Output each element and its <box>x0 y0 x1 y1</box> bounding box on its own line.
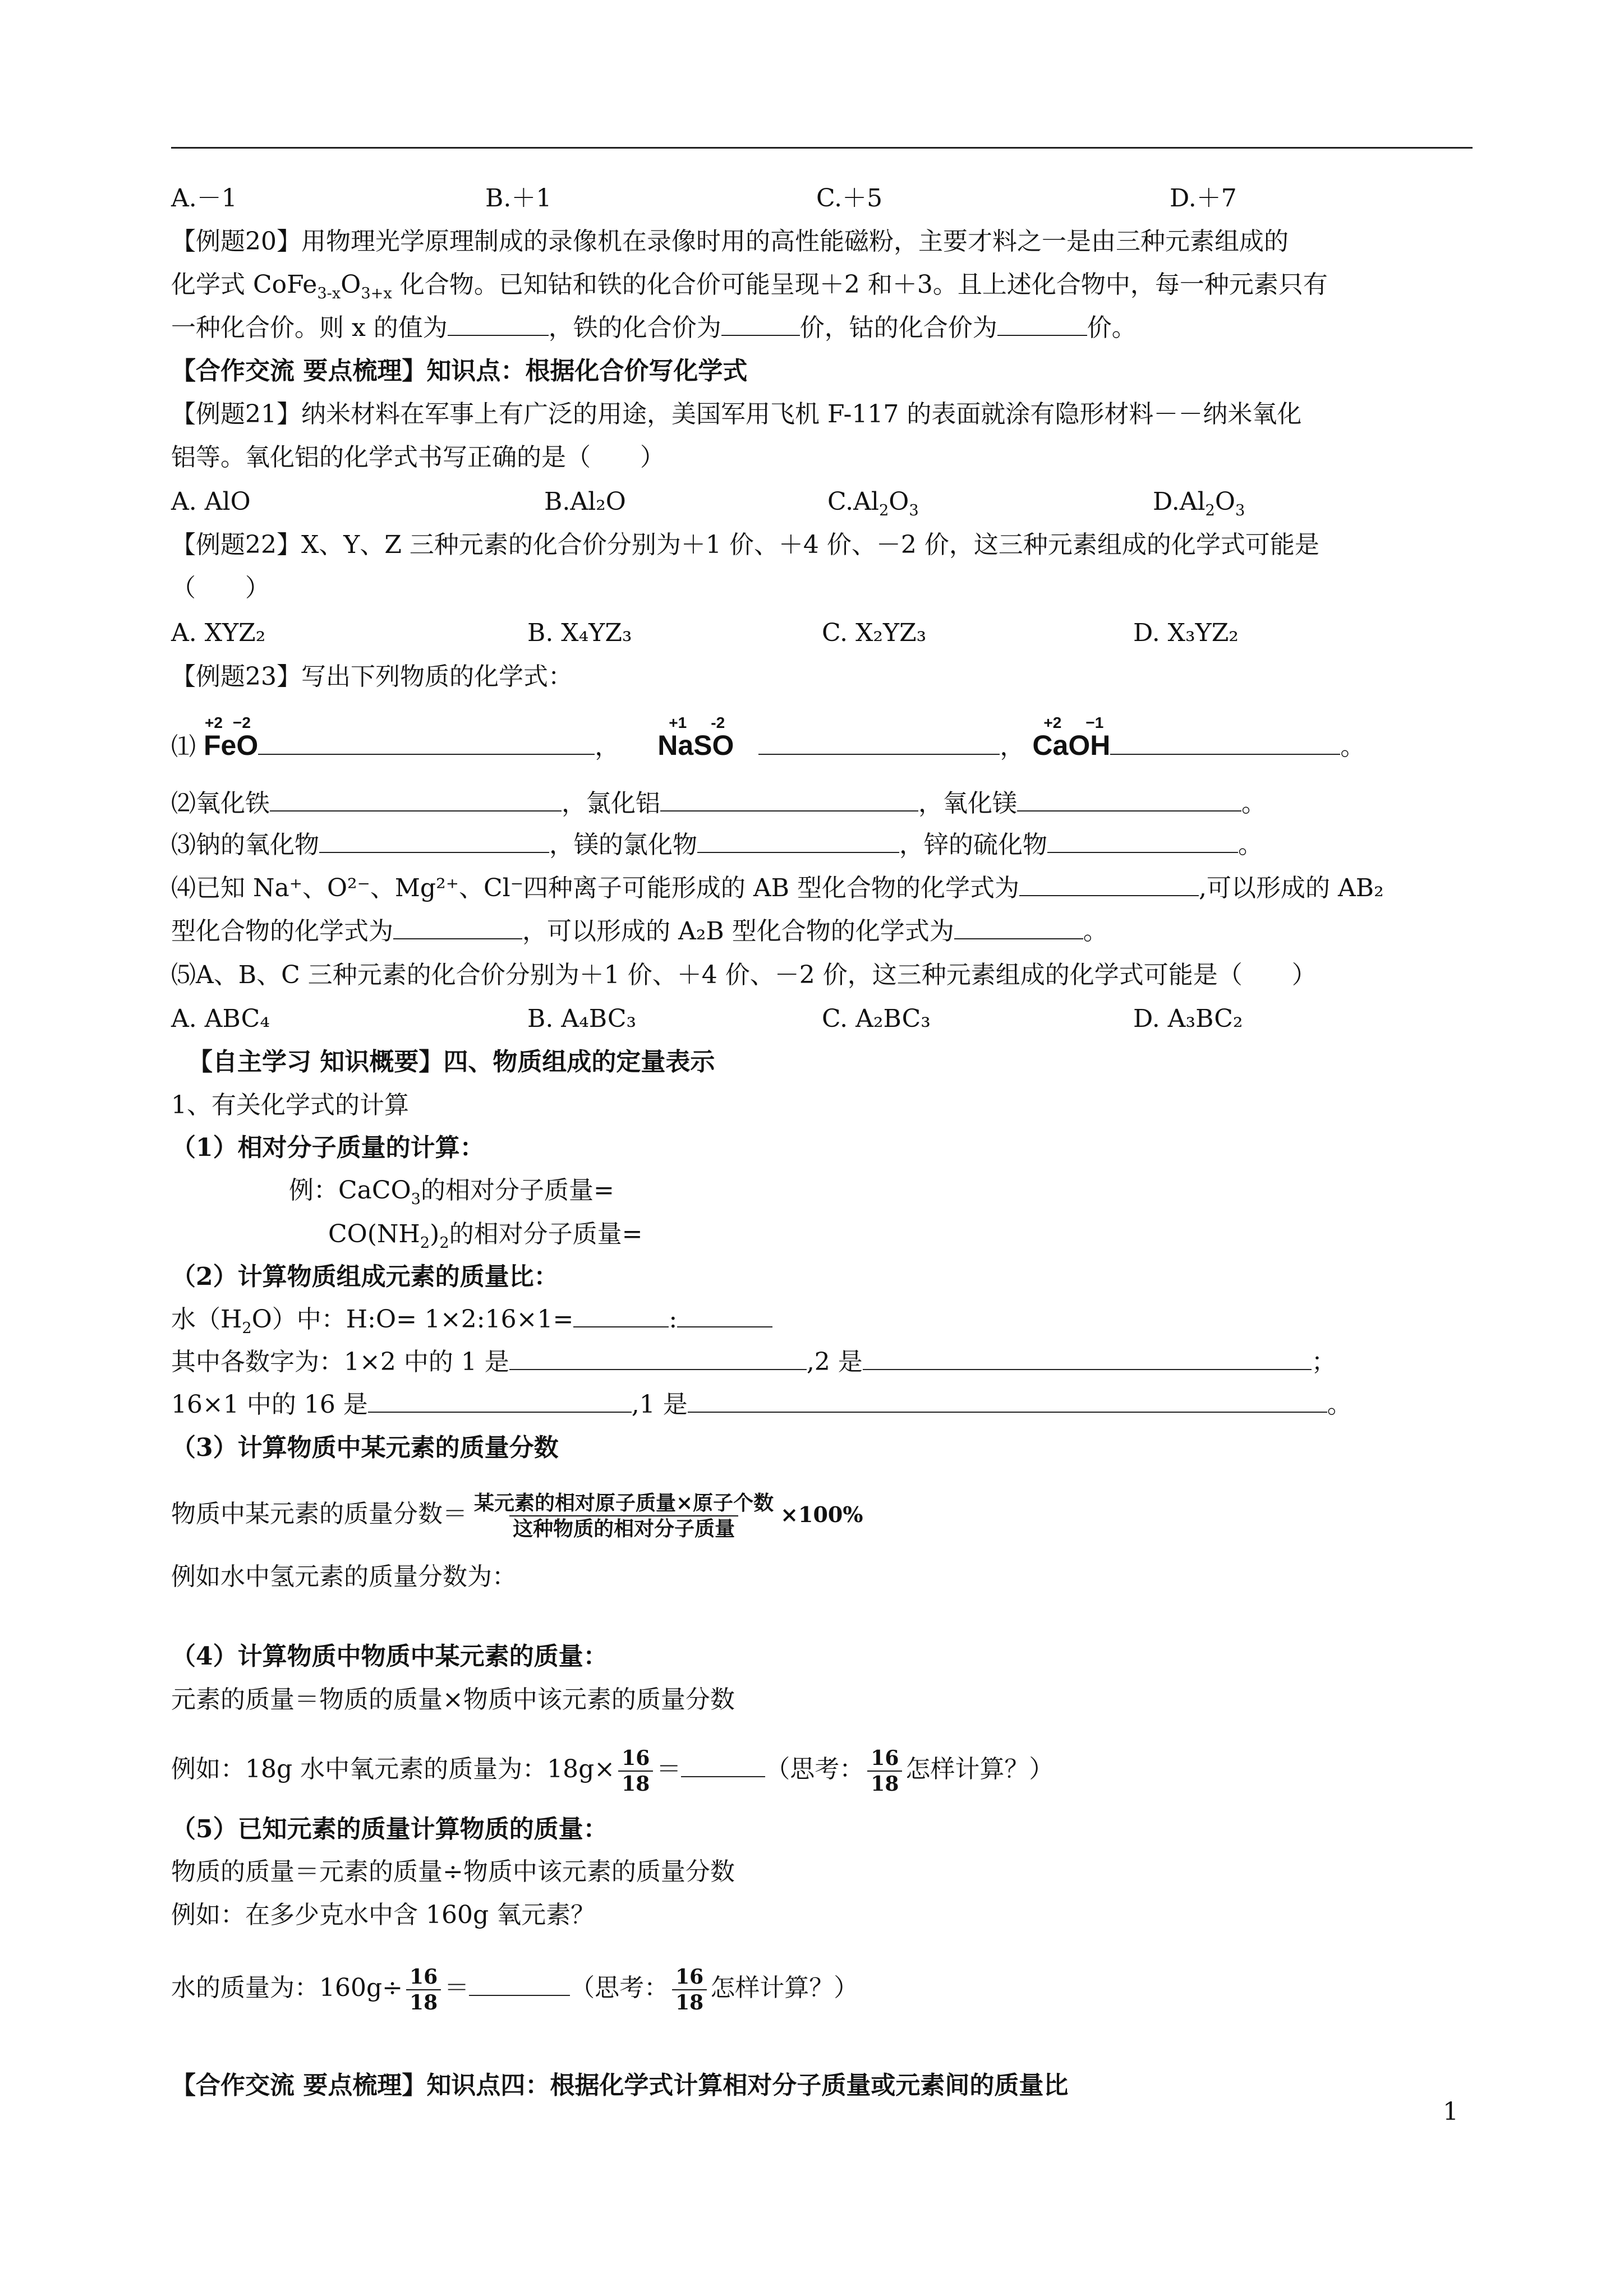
ex20-line3: 一种化合价。则 x 的值为 ，铁的化合价为 价，钴的化合价为 价。 <box>171 313 1137 342</box>
calc1-example1: 例：CaCO$_3$的相对分子质量= <box>289 1176 614 1208</box>
answer-blank[interactable] <box>448 312 549 336</box>
fraction: $\frac{16}{18}$ <box>867 1746 902 1796</box>
option-b: B.＋1 <box>485 184 552 213</box>
ex23-part5: ⑸A、B、C 三种元素的化合价分别为＋1 价、＋4 价、－2 价，这三种元素组成的化学式可能是（ ） <box>171 961 1317 989</box>
answer-blank[interactable] <box>688 1389 1327 1413</box>
answer-blank[interactable] <box>319 829 549 853</box>
answer-blank[interactable] <box>1110 731 1340 755</box>
mass-fraction-formula: $\frac{\text{某元素的相对原子质量×原子个数}}{\text{这种物质的相对分子质量}}$ <box>474 1491 774 1541</box>
calc2-line3: 16×1 中的 16 是 ,1 是 。 <box>171 1390 1352 1419</box>
calc5-rule: 物质的质量＝元素的质量÷物质中该元素的质量分数 <box>171 1857 735 1886</box>
answer-blank[interactable] <box>1047 829 1238 853</box>
option-d: D. A₃BC₂ <box>1133 1004 1243 1033</box>
ex21-options <box>171 486 1475 518</box>
option-d: D.＋7 <box>1170 184 1237 213</box>
option-c: $C.Al_2O_3$ <box>827 487 919 519</box>
option-b: B. X₄YZ₃ <box>527 619 632 647</box>
fraction: $\frac{16}{18}$ <box>406 1965 441 2015</box>
ex23-part1: ⑴ +2 −2 FeO ， +1 -2 NaSO ， +2 −1 CaOH 。 <box>171 714 1365 761</box>
answer-blank[interactable] <box>258 731 595 755</box>
ex20-line2: 化学式 $CoFe_{3-x}O_{3+x}$ 化合物。已知钴和铁的化合价可能呈现＋2 和＋3。且上述化合物中，每一种元素只有 <box>171 270 1328 302</box>
calc4-example: 例如：18g 水中氧元素的质量为：18g× $\frac{16}{18}$ ＝ （思考： $\frac{16}{18}$ 怎样计算？） <box>171 1746 1054 1796</box>
ex23-part5-options <box>171 1003 1475 1035</box>
option-a: A.－1 <box>171 184 237 213</box>
ex20-line1: 【例题20】用物理光学原理制成的录像机在录像时用的高性能磁粉，主要才料之一是由三种元素组成的 <box>171 227 1289 256</box>
calc2-line1: 水$(H_2O)$中：H:O= 1×2:16×1= : <box>171 1303 1475 1336</box>
ex23-part4-line2: 型化合物的化学式为 ，可以形成的 A₂B 型化合物的化学式为 。 <box>171 917 1108 946</box>
page-number: 1 <box>1443 2097 1459 2126</box>
answer-blank[interactable] <box>721 312 800 336</box>
subsection-title: 1、有关化学式的计算 <box>171 1091 409 1119</box>
answer-blank[interactable] <box>997 312 1087 336</box>
answer-blank[interactable] <box>697 829 899 853</box>
section-heading: 【合作交流 要点梳理】知识点：根据化合价写化学式 <box>171 357 748 385</box>
calc3-title: （3）计算物质中某元素的质量分数 <box>171 1433 559 1462</box>
calc5-question: 例如：在多少克水中含 160g 氧元素？ <box>171 1901 596 1929</box>
ex22-options <box>171 617 1475 649</box>
calc4-title: （4）计算物质中物质中某元素的质量： <box>171 1642 608 1671</box>
ex23-part2: ⑵氧化铁 ，氯化铝 ，氧化镁 。 <box>171 789 1266 818</box>
answer-blank[interactable] <box>1019 873 1199 896</box>
answer-blank[interactable] <box>954 916 1083 939</box>
fraction: $\frac{16}{18}$ <box>672 1965 707 2015</box>
ex23-part3: ⑶钠的氧化物 ，镁的氯化物 ，锌的硫化物 。 <box>171 831 1263 859</box>
formula-caoh: +2 −1 CaOH <box>1032 714 1111 761</box>
calc3-formula: 物质中某元素的质量分数＝ $\frac{\text{某元素的相对原子质量×原子个数}}{\text{这种物质的相对分子质量}}$ ×100% <box>171 1491 863 1541</box>
ex23-title: 【例题23】写出下列物质的化学式： <box>171 662 573 691</box>
ex22-line1: 【例题22】X、Y、Z 三种元素的化合价分别为＋1 价、＋4 价、－2 价，这三种元素组成的化学式可能是 <box>171 531 1319 559</box>
answer-blank[interactable] <box>660 788 918 812</box>
option-a: A. XYZ₂ <box>171 619 266 647</box>
answer-blank[interactable] <box>469 1972 570 1996</box>
option-b: B. A₄BC₃ <box>527 1004 637 1033</box>
calc5-title: （5）已知元素的质量计算物质的质量： <box>171 1815 608 1843</box>
option-a: A. ABC₄ <box>171 1004 270 1033</box>
calc3-example: 例如水中氢元素的质量分数为： <box>171 1562 517 1591</box>
calc2-title: （2）计算物质组成元素的质量比： <box>171 1262 559 1291</box>
option-c: C.＋5 <box>816 184 883 213</box>
calc4-rule: 元素的质量＝物质的质量×物质中该元素的质量分数 <box>171 1685 735 1714</box>
option-d: $D.Al_2O_3$ <box>1153 487 1245 519</box>
header-rule <box>171 147 1473 149</box>
section-heading: 【合作交流 要点梳理】知识点四：根据化学式计算相对分子质量或元素间的质量比 <box>171 2071 1069 2100</box>
answer-blank[interactable] <box>509 1347 807 1370</box>
option-c: C. A₂BC₃ <box>822 1004 931 1033</box>
ex22-line2: （ ） <box>171 574 270 602</box>
q19-options <box>171 182 1475 215</box>
answer-blank[interactable] <box>677 1304 772 1327</box>
answer-blank[interactable] <box>393 916 522 939</box>
calc5-example: 水的质量为：160g÷ $\frac{16}{18}$ ＝ （思考： $\frac{16}{18}$ 怎样计算？） <box>171 1965 859 2014</box>
option-d: D. X₃YZ₂ <box>1133 619 1239 647</box>
calc1-title: （1）相对分子质量的计算： <box>171 1133 485 1162</box>
answer-blank[interactable] <box>758 731 1000 755</box>
answer-blank[interactable] <box>1017 788 1241 812</box>
option-c: C. X₂YZ₃ <box>822 619 927 647</box>
calc2-line2: 其中各数字为：1×2 中的 1 是 ,2 是 ； <box>171 1348 1336 1376</box>
formula-feo: +2 −2 FeO <box>204 714 259 761</box>
ex21-line2: 铝等。氧化铝的化学式书写正确的是（ ） <box>171 443 665 472</box>
option-b: B.Al₂O <box>544 487 626 516</box>
fraction: $\frac{16}{18}$ <box>618 1746 653 1796</box>
answer-blank[interactable] <box>863 1347 1312 1370</box>
answer-blank[interactable] <box>573 1304 669 1327</box>
ex23-part4-line1: ⑷已知 Na⁺、O²⁻、Mg²⁺、Cl⁻四种离子可能形成的 AB 型化合物的化学式为 ,可以形成的 AB₂ <box>171 874 1384 902</box>
answer-blank[interactable] <box>270 788 562 812</box>
answer-blank[interactable] <box>368 1389 632 1413</box>
calc1-example2: $CO(NH_2)_2$的相对分子质量= <box>328 1220 643 1252</box>
formula-naso: +1 -2 NaSO <box>657 714 734 761</box>
section-heading: 【自主学习 知识概要】四、物质组成的定量表示 <box>188 1048 715 1076</box>
ex21-line1: 【例题21】纳米材料在军事上有广泛的用途，美国军用飞机 F-117 的表面就涂有隐形材料－－纳米氧化 <box>171 400 1302 428</box>
answer-blank[interactable] <box>681 1754 765 1777</box>
option-a: A. AlO <box>171 487 251 516</box>
